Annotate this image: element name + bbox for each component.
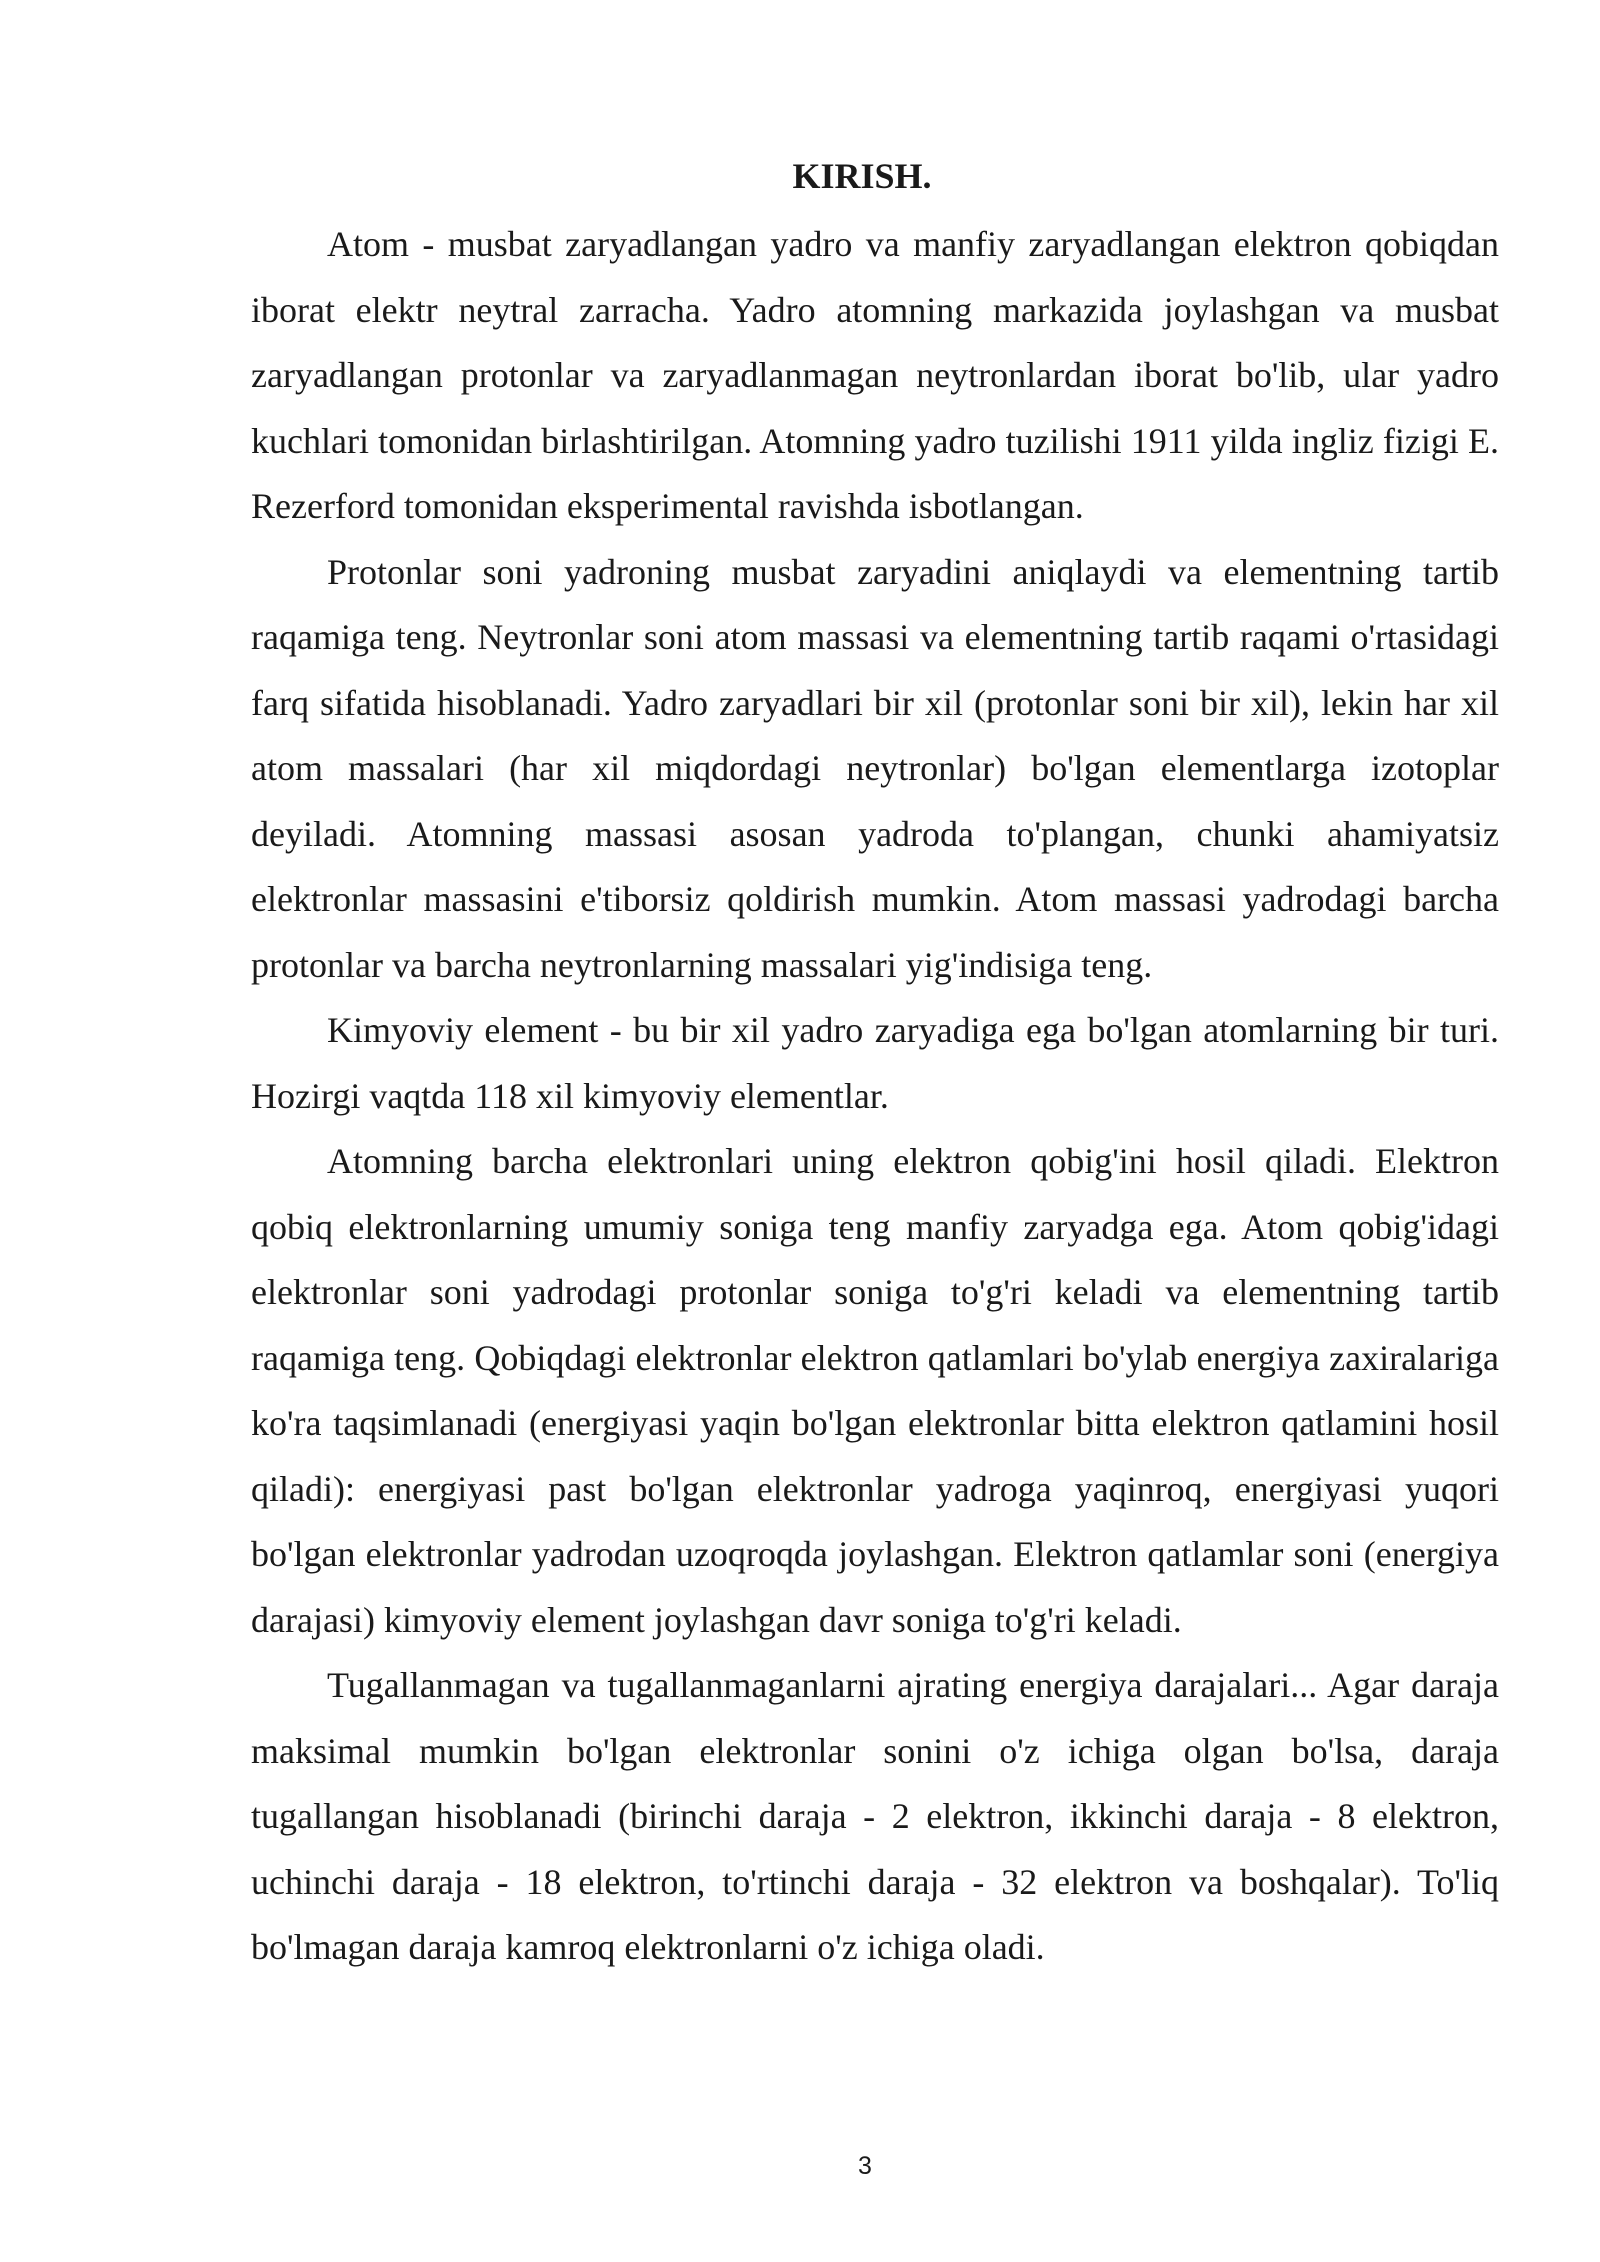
paragraph-protons: Protonlar soni yadroning musbat zaryadini aniqlaydi va elementning tartib raqamiga teng. Neytronlar soni atom massasi va elementning tartib raqami o'rtasidagi farq sifatida hisoblanadi. Yadro zaryadlari bir xil (protonlar soni bir xil), lekin har xil atom massalari (har xil miqdordagi neytronlar) bo'lgan elementlarga izotoplar deyiladi. Atomning massasi asosan yadroda to'plangan, chunki ahamiyatsiz elektronlar massasini e'tiborsiz qoldirish mumkin. Atom massasi yadrodagi barcha protonlar va barcha neytronlarning massalari yig'indisiga teng. (251, 551, 1499, 985)
section-title: KIRISH. (792, 156, 932, 196)
paragraph-energy-levels: Tugallanmagan va tugallanmaganlarni ajrating energiya darajalari... Agar daraja maksimal mumkin bo'lgan elektronlar sonini o'z ichiga olgan bo'lsa, daraja tugallangan hisoblanadi (birinchi daraja - 2 elektron, ikkinchi daraja - 8 elektron, uchinchi daraja - 18 elektron, to'rtinchi daraja - 32 elektron va boshqalar). To'liq bo'lmagan daraja kamroq elektronlarni o'z ichiga oladi. (251, 1665, 1499, 1967)
body-text (251, 212, 1499, 1981)
paragraph-chemical-element: Kimyoviy element - bu bir xil yadro zaryadiga ega bo'lgan atomlarning bir turi. Hozirgi vaqtda 118 xil kimyoviy elementlar. (251, 1010, 1499, 1116)
paragraph-electron-shell: Atomning barcha elektronlari uning elektron qobig'ini hosil qiladi. Elektron qobiq elektronlarning umumiy soniga teng manfiy zaryadga ega. Atom qobig'idagi elektronlar soni yadrodagi protonlar soniga to'g'ri keladi va elementning tartib raqamiga teng. Qobiqdagi elektronlar elektron qatlamlari bo'ylab energiya zaxiralariga ko'ra taqsimlanadi (energiyasi yaqin bo'lgan elektronlar bitta elektron qatlamini hosil qiladi): energiyasi past bo'lgan elektronlar yadroga yaqinroq, energiyasi yuqori bo'lgan elektronlar yadrodan uzoqroqda joylashgan. Elektron qatlamlar soni (energiya darajasi) kimyoviy element joylashgan davr soniga to'g'ri keladi. (251, 1141, 1499, 1640)
page-number: 3 (858, 2152, 872, 2180)
paragraph-atom: Atom - musbat zaryadlangan yadro va manfiy zaryadlangan elektron qobiqdan iborat elektr neytral zarracha. Yadro atomning markazida joylashgan va musbat zaryadlangan protonlar va zaryadlanmagan neytronlardan iborat bo'lib, ular yadro kuchlari tomonidan birlashtirilgan. Atomning yadro tuzilishi 1911 yilda ingliz fizigi E. Rezerford tomonidan eksperimental ravishda isbotlangan. (251, 224, 1499, 526)
